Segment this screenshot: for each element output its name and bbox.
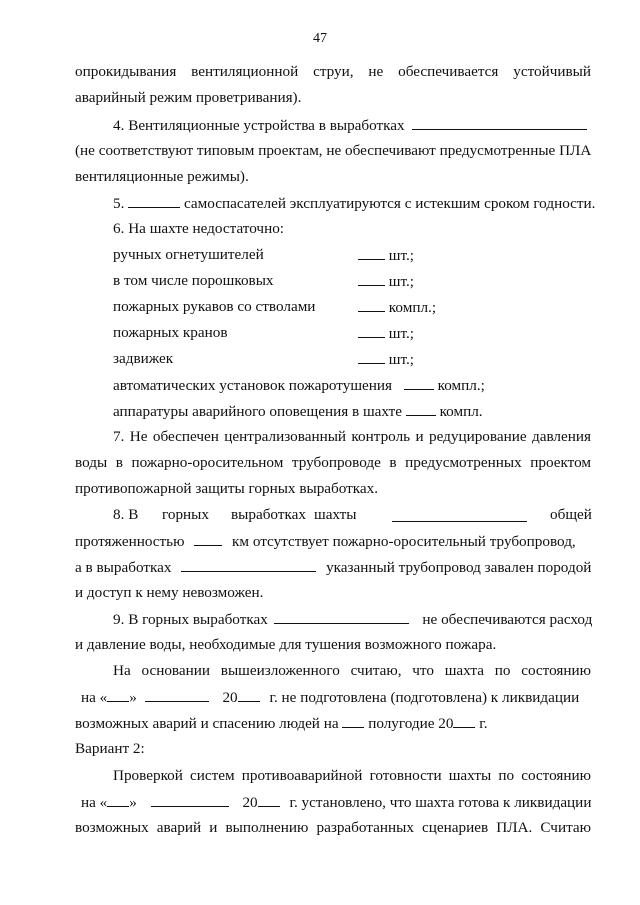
text-line: воды в пожарно-оросительном трубопроводе в предусмотренных проектом (75, 454, 591, 471)
blank-field[interactable] (274, 609, 409, 624)
blank-field[interactable] (412, 115, 587, 130)
text-line: На основании вышеизложенного считаю, что шахта по состоянию (113, 662, 591, 679)
blank-field[interactable] (358, 323, 385, 338)
blank-field[interactable] (107, 687, 129, 702)
inventory-item-text: аппаратуры аварийного оповещения в шахте (113, 403, 402, 420)
text-fragment: протяженностью (75, 533, 185, 550)
inventory-item: задвижек (113, 350, 174, 367)
text-fragment: км отсутствует пожарно-оросительный трубопровод, (232, 533, 576, 550)
text-fragment: 9. В горных выработках (113, 611, 268, 628)
text-fragment: на « (81, 794, 108, 811)
word: общей (550, 506, 592, 523)
inventory-quantity (358, 349, 414, 370)
text-fragment: а в выработках (75, 559, 172, 576)
text-line: возможных аварий и выполнению разработанных сценариев ПЛА. Считаю (75, 819, 591, 836)
blank-field[interactable] (128, 193, 180, 208)
text-line (75, 713, 591, 734)
blank-field[interactable] (358, 271, 385, 286)
unit-label: компл. (439, 403, 483, 420)
text-fragment: » (129, 689, 137, 706)
text-line: 6. На шахте недостаточно: (113, 220, 285, 237)
blank-field[interactable] (258, 792, 280, 807)
text-fragment: » (129, 794, 137, 811)
text-line (113, 115, 591, 136)
text-fragment: на « (81, 689, 108, 706)
text-line: противопожарной защиты горных выработках. (75, 480, 379, 497)
text-fragment: не обеспечиваются расход (422, 611, 593, 628)
inventory-item (113, 401, 483, 422)
text-fragment: 20 (222, 689, 238, 706)
text-fragment: г. не подготовлена (подготовлена) к ликвидации (269, 689, 580, 706)
inventory-item: ручных огнетушителей (113, 246, 264, 263)
inventory-item: пожарных рукавов со стволами (113, 298, 316, 315)
text-fragment: г. (479, 715, 488, 732)
text-line: Проверкой систем противоаварийной готовности шахты по состоянию (113, 767, 591, 784)
text-line: и давление воды, необходимые для тушения возможного пожара. (75, 636, 497, 653)
blank-field[interactable] (151, 792, 229, 807)
blank-field[interactable] (358, 297, 385, 312)
word: горных (162, 506, 209, 523)
text-line (113, 193, 596, 214)
text-fragment: 20 (242, 794, 258, 811)
blank-field[interactable] (194, 531, 222, 546)
text-fragment: возможных аварий и спасению людей на (75, 715, 339, 732)
page-number: 47 (313, 31, 327, 46)
blank-field[interactable] (145, 687, 209, 702)
text-fragment: г. установлено, что шахта готова к ликвидации (289, 794, 592, 811)
variant-heading: Вариант 2: (75, 740, 145, 757)
item-8-number: 8. В (113, 506, 139, 523)
inventory-quantity (358, 297, 436, 318)
unit-label: компл.; (437, 377, 485, 394)
inventory-item: пожарных кранов (113, 324, 228, 341)
inventory-quantity (358, 271, 414, 292)
text-line (75, 557, 591, 578)
word: шахты (314, 506, 357, 523)
text-line: опрокидывания вентиляционной струи, не обеспечивается устойчивый (75, 63, 591, 80)
item-4-text: 4. Вентиляционные устройства в выработках (113, 117, 405, 134)
text-fragment: указанный трубопровод завален породой (326, 559, 592, 576)
text-line (75, 687, 591, 708)
unit-label: компл.; (388, 299, 437, 316)
inventory-quantity (358, 323, 414, 344)
text-line (75, 792, 591, 813)
unit-label: шт.; (388, 351, 415, 368)
blank-field[interactable] (342, 713, 364, 728)
blank-field[interactable] (406, 401, 436, 416)
blank-field[interactable] (238, 687, 260, 702)
text-line (113, 609, 591, 630)
text-line: аварийный режим проветривания). (75, 89, 302, 106)
blank-field[interactable] (453, 713, 475, 728)
blank-field[interactable] (358, 349, 385, 364)
item-5-text: самоспасателей эксплуатируются с истекшим сроком годности. (183, 195, 596, 212)
unit-label: шт.; (388, 273, 415, 290)
word: выработках (231, 506, 306, 523)
text-fragment: полугодие 20 (368, 715, 454, 732)
unit-label: шт.; (388, 247, 415, 264)
text-line: и доступ к нему невозможен. (75, 584, 264, 601)
inventory-item (113, 375, 485, 396)
inventory-quantity (358, 245, 414, 266)
text-line: (не соответствуют типовым проектам, не обеспечивают предусмотренные ПЛА (75, 142, 592, 159)
blank-field[interactable] (358, 245, 385, 260)
blank-field[interactable] (181, 557, 316, 572)
text-line (75, 531, 591, 552)
text-line: 7. Не обеспечен централизованный контроль и редуцирование давления (113, 428, 591, 445)
blank-field[interactable] (404, 375, 434, 390)
inventory-item-text: автоматических установок пожаротушения (113, 377, 393, 394)
inventory-item: в том числе порошковых (113, 272, 274, 289)
blank-field[interactable] (107, 792, 129, 807)
blank-field[interactable] (392, 507, 527, 522)
unit-label: шт.; (388, 325, 415, 342)
text-line: вентиляционные режимы). (75, 168, 249, 185)
item-5-number: 5. (113, 195, 125, 212)
